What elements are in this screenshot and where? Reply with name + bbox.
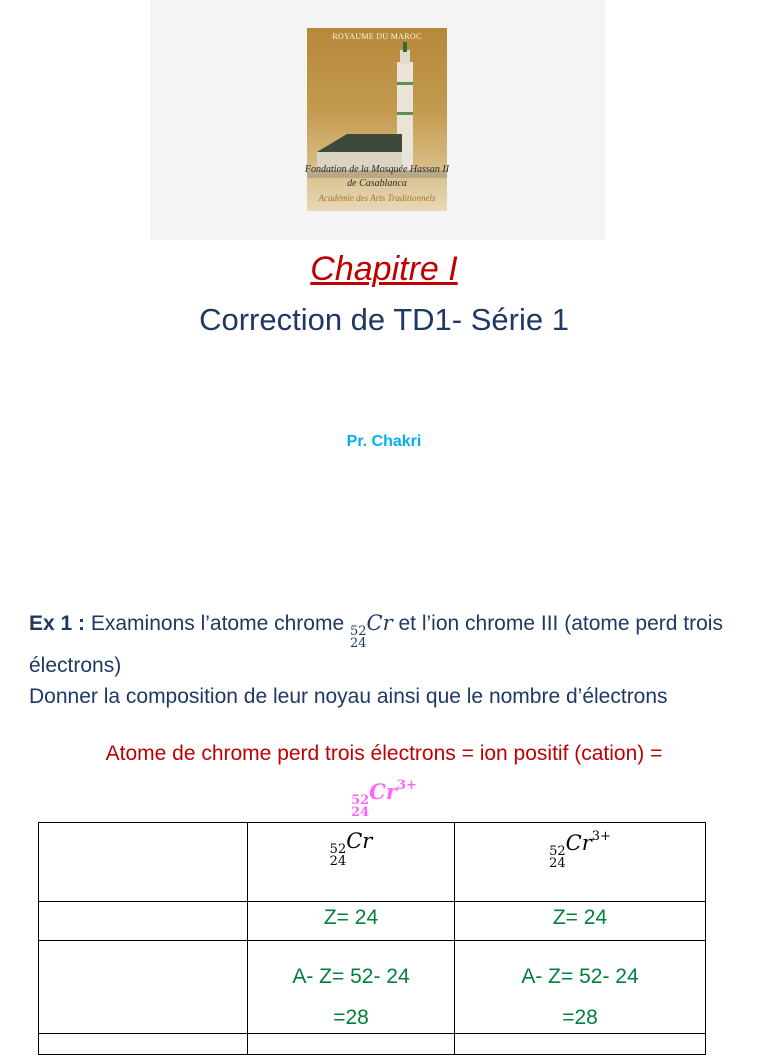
nuclide-atomic: 24: [349, 636, 367, 651]
table-header-ion: [455, 823, 706, 902]
ion-charge: 3+: [396, 778, 417, 793]
ion-header-symbol: Cr: [565, 831, 592, 855]
logo-caption-line3: Académie des Arts Traditionnels: [318, 193, 436, 203]
atom-atomic: 24: [329, 854, 347, 869]
atom-mass: 52: [329, 842, 347, 857]
ion-header-atomic: 24: [549, 856, 566, 871]
answer-statement: [0, 738, 768, 819]
ion-header-charge: 3+: [591, 829, 611, 844]
table-header-row: [39, 823, 706, 902]
nuclide-symbol: Cr: [366, 611, 393, 635]
chromium-ion-nuclide: [351, 770, 417, 819]
table-row-neutrons: [39, 941, 706, 1034]
answer-text: Atome de chrome perd trois électrons = ion positif (cation) =: [105, 742, 663, 765]
protons-ion: Z= 24: [455, 902, 706, 941]
logo-caption-line1: Fondation de la Mosquée Hassan II: [304, 164, 450, 175]
composition-table: [38, 822, 706, 1055]
table-header-atom: [248, 823, 455, 902]
exercise-label: Ex 1 :: [29, 612, 86, 635]
neutrons-atom: A- Z= 52- 24 =28: [248, 941, 455, 1034]
table-row-partial: [39, 1034, 706, 1055]
author-name: Pr. Chakri: [346, 433, 422, 450]
table-cell-empty: [39, 823, 248, 902]
nuclide-mass: 52: [349, 624, 367, 639]
row-label-neutrons: [39, 941, 248, 1034]
chapter-title: Chapitre I: [310, 250, 458, 288]
neutrons-ion: A- Z= 52- 24 =28: [455, 941, 706, 1034]
ion-header-mass: 52: [549, 844, 566, 859]
logo-caption: [270, 163, 484, 205]
chromium-nuclide: [350, 608, 393, 650]
exercise-question: Donner la composition de leur noyau ainsi que le nombre d’électrons: [29, 685, 668, 708]
document-subtitle: Correction de TD1- Série 1: [199, 302, 569, 337]
table-row-protons: [39, 902, 706, 941]
protons-atom: Z= 24: [248, 902, 455, 941]
exercise-statement: [29, 608, 729, 712]
logo-caption-line2: de Casablanca: [347, 178, 407, 189]
row-label-protons: [39, 902, 248, 941]
exercise-text-after: et l’ion chrome III (atome perd trois électrons): [29, 612, 723, 677]
exercise-text-before: Examinons l’atome chrome: [85, 612, 350, 635]
ion-mass: 52: [351, 793, 370, 808]
atom-symbol: Cr: [346, 829, 373, 853]
ion-atomic: 24: [351, 805, 370, 820]
ion-symbol: Cr: [369, 779, 397, 804]
logo-top-text: ROYAUME DU MAROC: [332, 32, 422, 41]
